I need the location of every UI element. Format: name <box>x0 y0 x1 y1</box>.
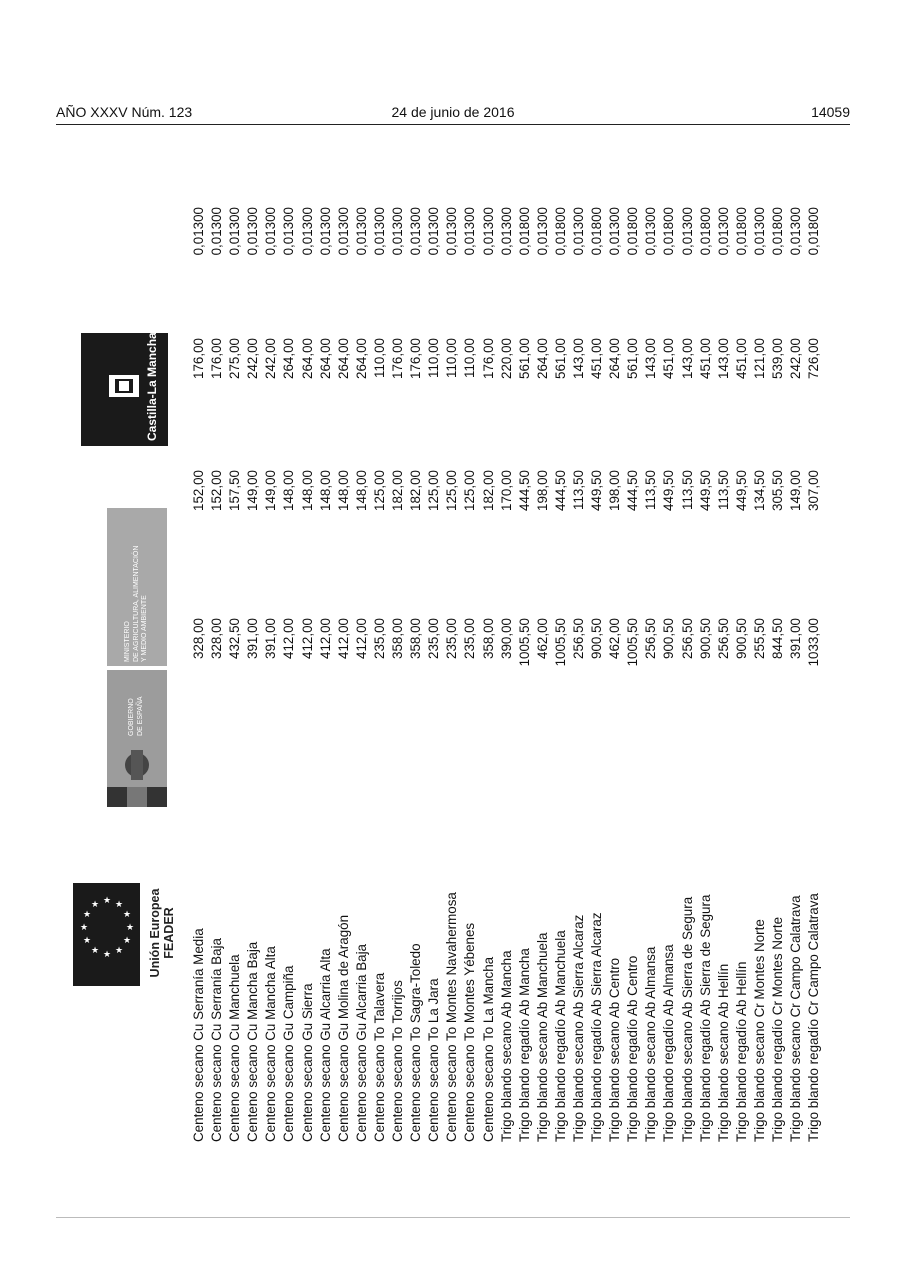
table-row <box>787 207 805 1142</box>
value-a: 462,00 <box>534 618 550 659</box>
value-b: 148,00 <box>299 470 315 511</box>
value-a: 412,00 <box>335 618 351 659</box>
value-a: 1005,50 <box>625 618 641 667</box>
table-row <box>208 207 226 1142</box>
header-rule <box>56 124 850 125</box>
value-a: 412,00 <box>317 618 333 659</box>
table-row <box>299 207 317 1142</box>
value-a: 412,00 <box>281 618 297 659</box>
row-description: Centeno secano To Montes Navahermosa <box>444 892 460 1142</box>
value-a: 358,00 <box>408 618 424 659</box>
value-c: 264,00 <box>299 338 315 379</box>
table-row <box>353 207 371 1142</box>
gobierno-line1: GOBIERNO <box>128 698 135 736</box>
value-d: 0,01300 <box>263 207 279 256</box>
value-d: 0,01300 <box>408 207 424 256</box>
value-a: 256,50 <box>715 618 731 659</box>
table-row <box>425 207 443 1142</box>
gobierno-label <box>128 676 145 736</box>
value-b: 125,00 <box>444 470 460 511</box>
row-description: Trigo blando secano Cr Montes Norte <box>751 919 767 1142</box>
value-d: 0,01300 <box>299 207 315 256</box>
value-d: 0,01800 <box>770 207 785 256</box>
table-row <box>679 207 697 1142</box>
value-a: 328,00 <box>191 618 206 659</box>
row-description: Centeno secano To La Jara <box>426 978 442 1142</box>
value-c: 176,00 <box>480 338 496 379</box>
svg-text:★: ★ <box>91 900 100 910</box>
value-d: 0,01300 <box>245 207 261 256</box>
table-row <box>280 207 298 1142</box>
row-description: Centeno secano Cu Mancha Alta <box>263 946 279 1142</box>
row-description: Trigo blando secano Ab Centro <box>607 957 623 1142</box>
value-a: 256,50 <box>643 618 659 659</box>
value-a: 256,50 <box>679 618 695 659</box>
value-b: 152,00 <box>191 470 206 511</box>
value-c: 264,00 <box>607 338 623 379</box>
row-description: Trigo blando regadío Ab Centro <box>625 955 641 1142</box>
value-b: 182,00 <box>408 470 424 511</box>
value-a: 256,50 <box>570 618 586 659</box>
table-row <box>642 207 660 1142</box>
value-c: 143,00 <box>715 338 731 379</box>
value-c: 451,00 <box>733 338 749 379</box>
row-description: Centeno secano Gu Alcarria Alta <box>317 948 333 1142</box>
row-description: Centeno secano Gu Sierra <box>299 983 315 1142</box>
value-a: 1005,50 <box>516 618 532 667</box>
value-b: 152,00 <box>209 470 225 511</box>
castilla-la-mancha-label: Castilla-La Mancha <box>145 332 159 441</box>
row-description: Centeno secano To Sagra-Toledo <box>408 943 424 1142</box>
value-d: 0,01300 <box>715 207 731 256</box>
value-b: 148,00 <box>317 470 333 511</box>
value-b: 113,50 <box>715 470 731 510</box>
value-a: 391,00 <box>788 618 804 659</box>
table-row <box>516 207 534 1142</box>
value-a: 412,00 <box>299 618 315 659</box>
value-b: 305,50 <box>770 470 785 511</box>
table-row <box>805 207 823 1142</box>
value-d: 0,01300 <box>281 207 297 256</box>
value-d: 0,01300 <box>643 207 659 256</box>
value-a: 235,00 <box>444 618 460 659</box>
row-description: Trigo blando regadío Ab Hellín <box>733 961 749 1142</box>
row-description: Trigo blando secano Cr Campo Calatrava <box>788 895 804 1142</box>
svg-text:★: ★ <box>115 900 124 910</box>
value-c: 143,00 <box>643 338 659 379</box>
value-d: 0,01300 <box>390 207 406 256</box>
table-row <box>244 207 262 1142</box>
table-row <box>751 207 769 1142</box>
value-b: 113,50 <box>679 470 695 510</box>
value-c: 264,00 <box>353 338 369 379</box>
value-c: 110,00 <box>371 338 387 378</box>
value-a: 1005,50 <box>552 618 568 667</box>
table-row <box>443 207 461 1142</box>
table-row <box>588 207 606 1142</box>
table-row <box>769 207 787 1142</box>
value-b: 125,00 <box>426 470 442 511</box>
value-d: 0,01300 <box>426 207 442 256</box>
table-row <box>317 207 335 1142</box>
row-description: Centeno secano Cu Mancha Baja <box>245 941 261 1142</box>
value-a: 328,00 <box>209 618 225 659</box>
value-c: 451,00 <box>697 338 713 379</box>
value-c: 143,00 <box>570 338 586 379</box>
row-description: Trigo blando regadío Ab Almansa <box>661 944 677 1142</box>
value-b: 148,00 <box>335 470 351 511</box>
table-row <box>660 207 678 1142</box>
table-row <box>226 207 244 1142</box>
value-d: 0,01300 <box>480 207 496 256</box>
value-a: 432,50 <box>227 618 243 659</box>
ministerio-line2: DE AGRICULTURA, ALIMENTACIÓN <box>132 545 140 662</box>
value-c: 121,00 <box>751 338 767 379</box>
value-d: 0,01300 <box>317 207 333 256</box>
value-b: 198,00 <box>534 470 550 511</box>
value-b: 148,00 <box>281 470 297 511</box>
value-c: 726,00 <box>806 338 822 379</box>
table-row <box>262 207 280 1142</box>
table-row <box>498 207 516 1142</box>
row-description: Trigo blando regadío Ab Manchuela <box>552 930 568 1142</box>
svg-text:★: ★ <box>103 896 112 906</box>
value-b: 182,00 <box>480 470 496 511</box>
row-description: Trigo blando secano Ab Mancha <box>498 950 514 1142</box>
value-a: 900,50 <box>661 618 677 659</box>
value-c: 451,00 <box>589 338 605 379</box>
ministerio-line3: Y MEDIO AMBIENTE <box>141 595 148 662</box>
value-d: 0,01300 <box>462 207 478 256</box>
eu-label-line2: FEADER <box>162 907 176 959</box>
value-d: 0,01800 <box>516 207 532 256</box>
value-a: 235,00 <box>371 618 387 659</box>
value-c: 242,00 <box>263 338 279 379</box>
value-c: 176,00 <box>390 338 406 379</box>
ministerio-line1: MINISTERIO <box>124 621 131 662</box>
value-d: 0,01800 <box>733 207 749 256</box>
table-row <box>371 207 389 1142</box>
value-c: 561,00 <box>552 338 568 379</box>
value-d: 0,01800 <box>806 207 822 256</box>
value-b: 449,50 <box>589 470 605 511</box>
value-c: 242,00 <box>245 338 261 379</box>
svg-text:★: ★ <box>123 910 132 920</box>
value-b: 307,00 <box>806 470 822 511</box>
value-d: 0,01300 <box>227 207 243 256</box>
value-b: 182,00 <box>390 470 406 511</box>
svg-text:★: ★ <box>103 950 112 960</box>
value-c: 561,00 <box>625 338 641 379</box>
value-b: 149,00 <box>263 470 279 511</box>
svg-text:★: ★ <box>115 946 124 956</box>
value-d: 0,01800 <box>552 207 568 256</box>
row-description: Trigo blando secano Ab Sierra de Segura <box>679 896 695 1142</box>
value-c: 275,00 <box>227 338 243 379</box>
value-b: 125,00 <box>462 470 478 511</box>
value-a: 235,00 <box>426 618 442 659</box>
value-b: 444,50 <box>552 470 568 511</box>
issue-number: AÑO XXXV Núm. 123 <box>56 104 193 120</box>
row-description: Trigo blando regadío Cr Montes Norte <box>770 916 785 1142</box>
table-row <box>335 207 353 1142</box>
svg-text:★: ★ <box>83 910 92 920</box>
table-row <box>552 207 570 1142</box>
value-c: 451,00 <box>661 338 677 379</box>
table-row <box>389 207 407 1142</box>
row-description: Trigo blando secano Ab Sierra Alcaraz <box>570 914 586 1142</box>
value-b: 113,50 <box>643 470 659 510</box>
value-a: 462,00 <box>607 618 623 659</box>
value-d: 0,01300 <box>788 207 804 256</box>
table-row <box>697 207 715 1142</box>
value-d: 0,01300 <box>353 207 369 256</box>
value-c: 110,00 <box>426 338 442 378</box>
table-row <box>715 207 733 1142</box>
svg-text:★: ★ <box>123 936 132 946</box>
value-a: 358,00 <box>480 618 496 659</box>
row-description: Trigo blando regadío Cr Campo Calatrava <box>806 893 822 1142</box>
value-d: 0,01300 <box>498 207 514 256</box>
gobierno-line2: DE ESPAÑA <box>136 696 144 736</box>
eu-label-line1: Unión Europea <box>148 888 162 978</box>
page-number: 14059 <box>811 104 850 120</box>
row-description: Trigo blando regadío Ab Mancha <box>516 948 532 1142</box>
value-a: 235,00 <box>462 618 478 659</box>
page-header <box>56 104 850 124</box>
rotated-table-wrapper <box>190 207 835 1142</box>
value-b: 449,50 <box>733 470 749 511</box>
footer-rule <box>56 1217 850 1218</box>
value-d: 0,01300 <box>534 207 550 256</box>
value-b: 449,50 <box>661 470 677 511</box>
value-c: 264,00 <box>281 338 297 379</box>
value-d: 0,01300 <box>751 207 767 256</box>
svg-text:★: ★ <box>83 936 92 946</box>
value-a: 900,50 <box>733 618 749 659</box>
value-a: 391,00 <box>263 618 279 659</box>
row-description: Centeno secano To Torrijos <box>390 980 406 1142</box>
row-description: Centeno secano Cu Serranía Baja <box>209 938 225 1142</box>
value-b: 148,00 <box>353 470 369 511</box>
value-d: 0,01300 <box>371 207 387 256</box>
value-d: 0,01300 <box>335 207 351 256</box>
ministerio-label <box>124 510 150 662</box>
value-d: 0,01300 <box>191 207 206 256</box>
row-description: Trigo blando secano Ab Almansa <box>643 946 659 1142</box>
value-b: 170,00 <box>498 470 514 511</box>
value-d: 0,01300 <box>607 207 623 256</box>
value-d: 0,01300 <box>570 207 586 256</box>
svg-text:★: ★ <box>91 946 100 956</box>
value-b: 149,00 <box>245 470 261 511</box>
value-c: 561,00 <box>516 338 532 379</box>
value-c: 110,00 <box>462 338 478 378</box>
svg-text:★: ★ <box>80 923 89 933</box>
eu-flag-logo <box>73 883 140 986</box>
publication-date: 24 de junio de 2016 <box>391 104 515 120</box>
value-c: 264,00 <box>317 338 333 379</box>
value-b: 157,50 <box>227 470 243 511</box>
row-description: Centeno secano Cu Manchuela <box>227 954 243 1142</box>
table-row <box>534 207 552 1142</box>
row-description: Trigo blando regadío Ab Sierra de Segura <box>697 894 713 1142</box>
value-c: 264,00 <box>335 338 351 379</box>
table-row <box>570 207 588 1142</box>
table-row <box>624 207 642 1142</box>
value-b: 149,00 <box>788 470 804 511</box>
row-description: Centeno secano Gu Molina de Aragón <box>335 914 351 1142</box>
eu-feader-label <box>148 880 176 986</box>
value-c: 220,00 <box>498 338 514 379</box>
value-a: 1033,00 <box>806 618 822 667</box>
value-c: 176,00 <box>191 338 206 379</box>
table-row <box>407 207 425 1142</box>
table-row <box>480 207 498 1142</box>
value-d: 0,01300 <box>679 207 695 256</box>
value-d: 0,01800 <box>697 207 713 256</box>
value-c: 539,00 <box>770 338 785 379</box>
value-d: 0,01300 <box>209 207 225 256</box>
value-d: 0,01800 <box>625 207 641 256</box>
row-description: Centeno secano To Montes Yébenes <box>462 922 478 1142</box>
table-row <box>190 207 208 1142</box>
value-a: 844,50 <box>770 618 785 659</box>
value-a: 390,00 <box>498 618 514 659</box>
table-row <box>606 207 624 1142</box>
row-description: Centeno secano Gu Campiña <box>281 965 297 1142</box>
value-c: 264,00 <box>534 338 550 379</box>
value-b: 449,50 <box>697 470 713 511</box>
row-description: Centeno secano Gu Alcarria Baja <box>353 943 369 1142</box>
value-c: 242,00 <box>788 338 804 379</box>
value-b: 125,00 <box>371 470 387 511</box>
value-c: 143,00 <box>679 338 695 379</box>
value-c: 110,00 <box>444 338 460 378</box>
value-b: 113,50 <box>570 470 586 510</box>
row-description: Trigo blando regadío Ab Sierra Alcaraz <box>589 912 605 1142</box>
row-description: Centeno secano Cu Serranía Media <box>191 928 206 1142</box>
row-description: Centeno secano To La Mancha <box>480 956 496 1142</box>
value-a: 391,00 <box>245 618 261 659</box>
data-table <box>190 207 823 1142</box>
value-c: 176,00 <box>209 338 225 379</box>
value-d: 0,01300 <box>444 207 460 256</box>
value-a: 900,50 <box>697 618 713 659</box>
value-c: 176,00 <box>408 338 424 379</box>
value-a: 358,00 <box>390 618 406 659</box>
row-description: Trigo blando secano Ab Hellín <box>715 963 731 1142</box>
value-b: 134,50 <box>751 470 767 511</box>
value-a: 412,00 <box>353 618 369 659</box>
table-row <box>461 207 479 1142</box>
value-b: 198,00 <box>607 470 623 511</box>
value-a: 255,50 <box>751 618 767 659</box>
value-b: 444,50 <box>625 470 641 511</box>
row-description: Centeno secano To Talavera <box>371 972 387 1142</box>
row-description: Trigo blando secano Ab Manchuela <box>534 932 550 1142</box>
value-d: 0,01800 <box>589 207 605 256</box>
svg-text:★: ★ <box>126 923 135 933</box>
value-b: 444,50 <box>516 470 532 511</box>
value-d: 0,01800 <box>661 207 677 256</box>
table-row <box>733 207 751 1142</box>
value-a: 900,50 <box>589 618 605 659</box>
